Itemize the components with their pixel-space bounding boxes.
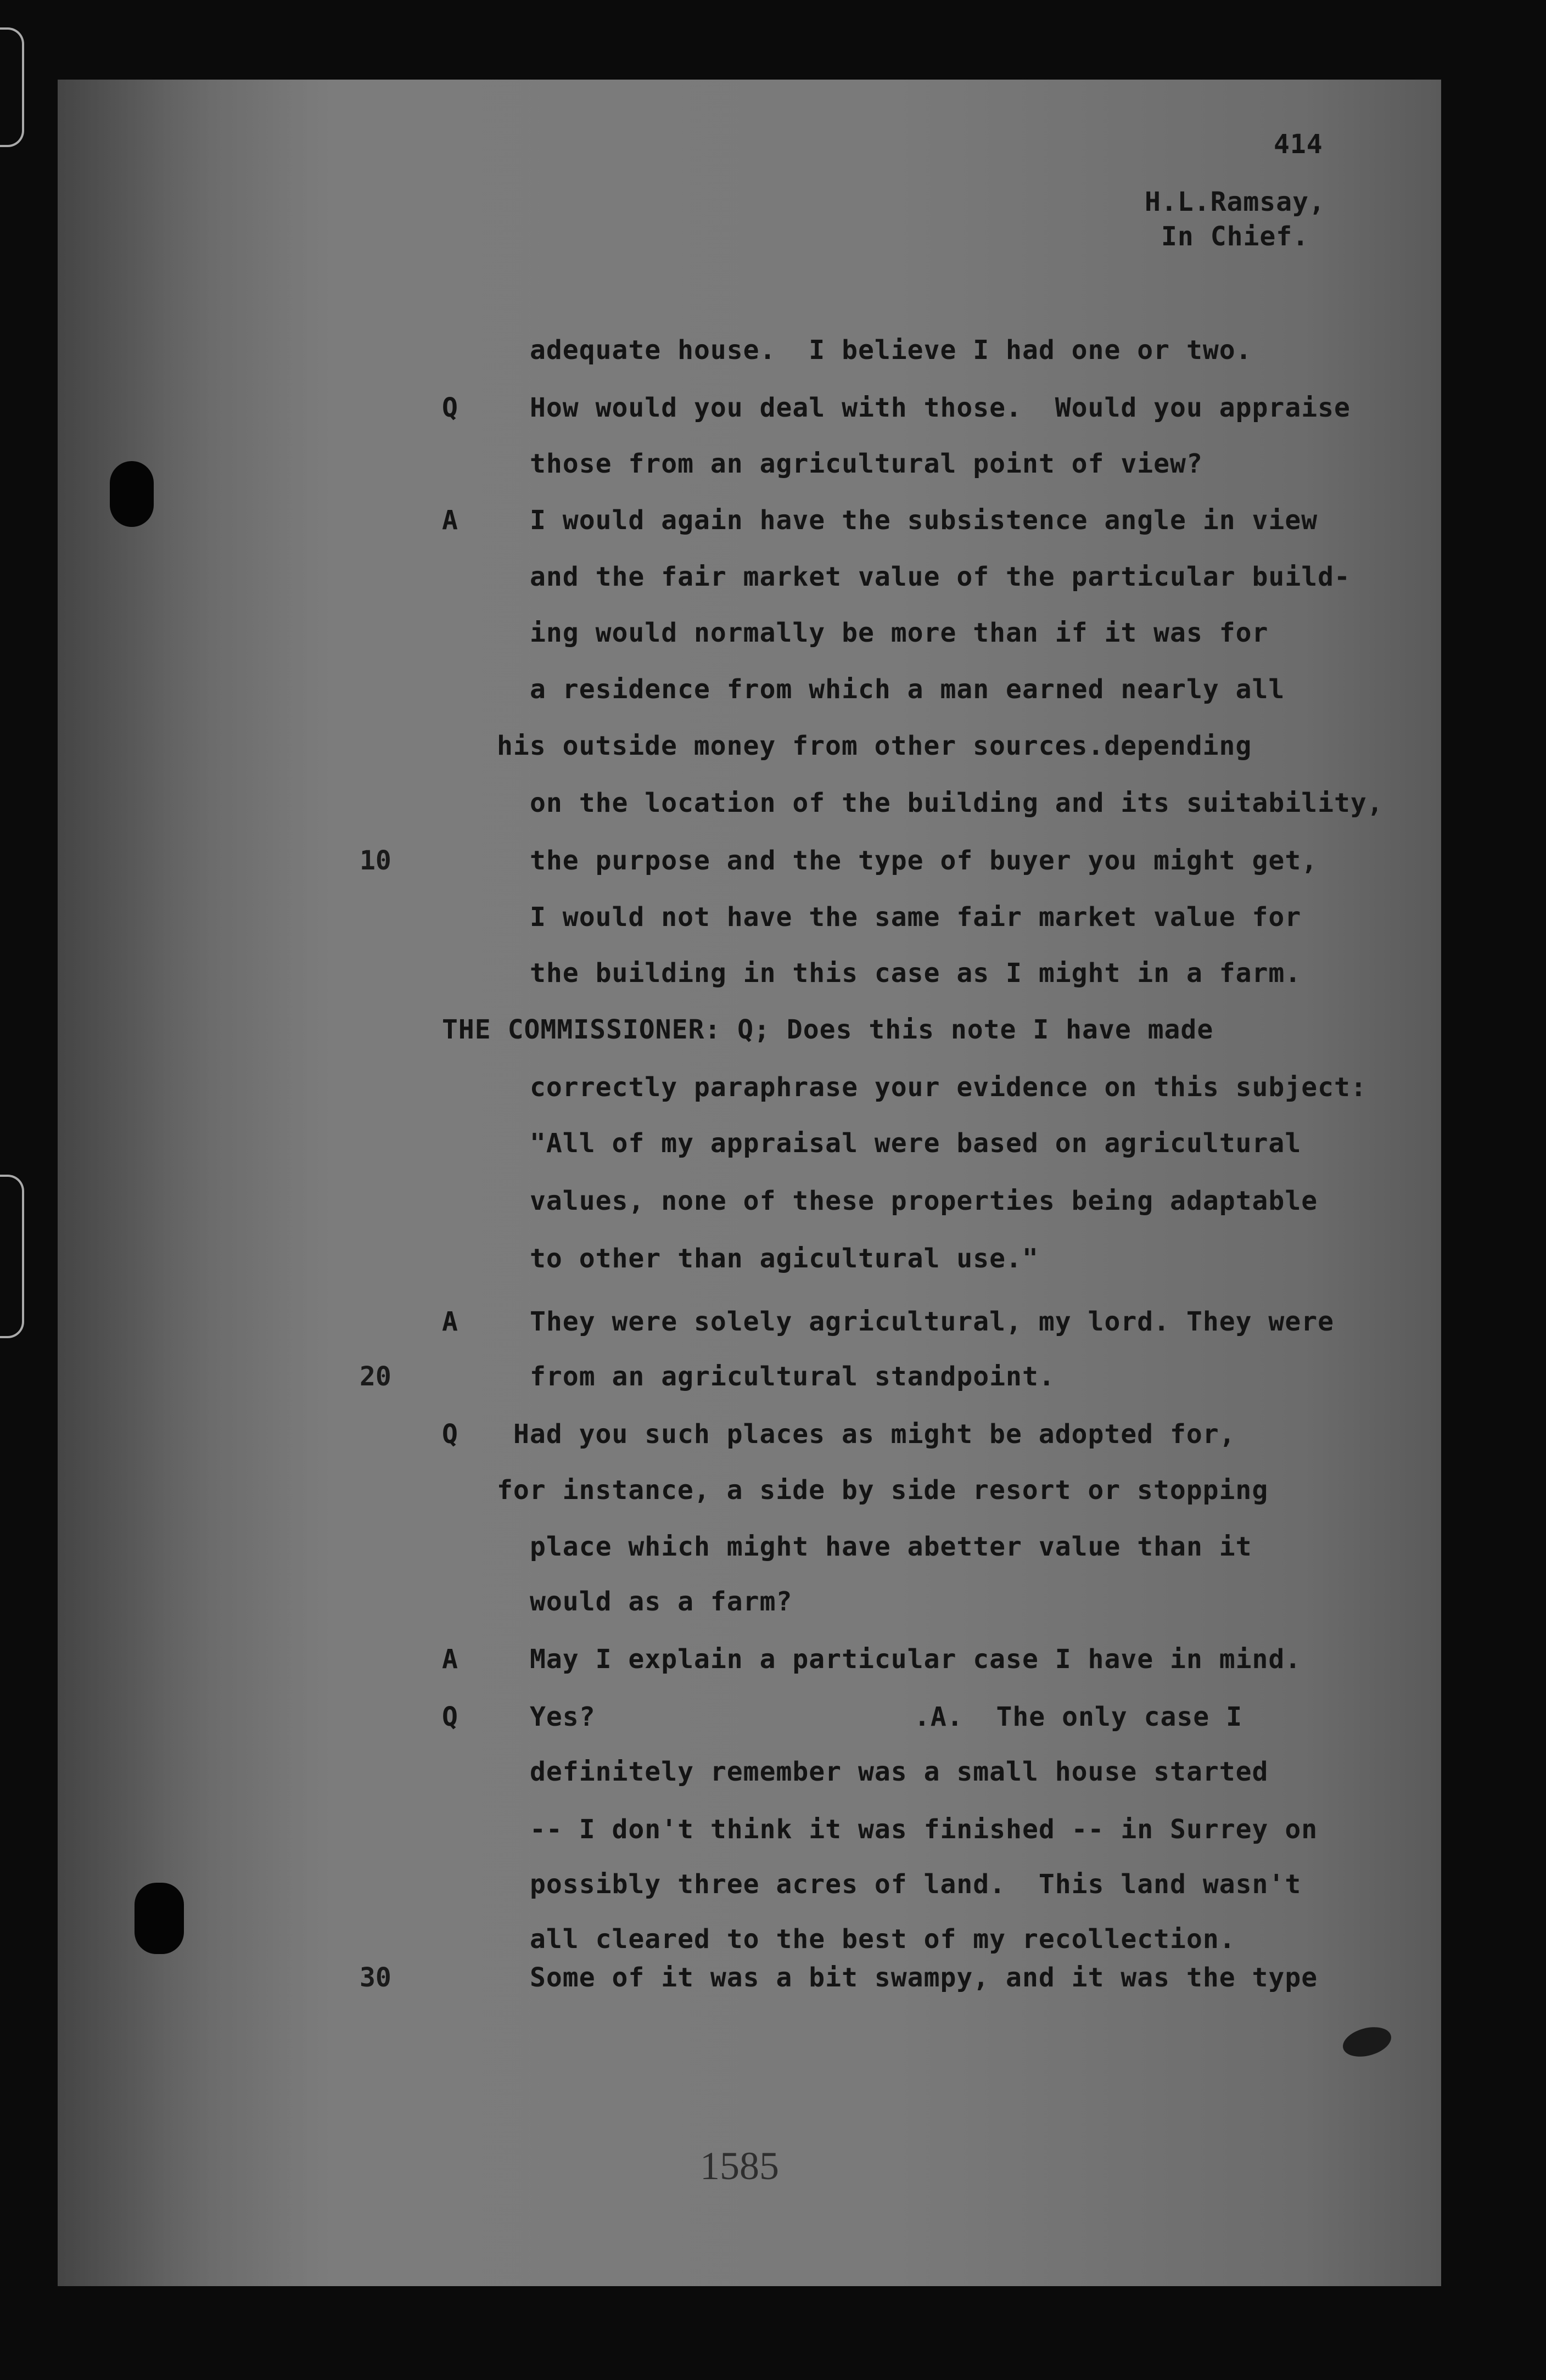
answer-marker: A [442, 505, 458, 536]
page-edge-shadow [58, 80, 316, 2286]
transcript-line: values, none of these properties being adaptable [530, 1186, 1318, 1216]
transcript-line: for instance, a side by side resort or stopping [497, 1475, 1269, 1506]
binder-clip-middle [0, 1175, 24, 1338]
transcript-line: May I explain a particular case I have in mind. [530, 1644, 1302, 1675]
witness-name: H.L.Ramsay, [1145, 187, 1325, 217]
transcript-line: the building in this case as I might in a farm. [530, 958, 1302, 989]
transcript-line: a residence from which a man earned nearly all [530, 674, 1285, 705]
document-page [58, 80, 1441, 2286]
transcript-line: .A. The only case I [914, 1702, 1242, 1732]
transcript-line: all cleared to the best of my recollection. [530, 1924, 1236, 1955]
transcript-line: "All of my appraisal were based on agricultural [530, 1128, 1302, 1159]
binder-clip-top [0, 27, 24, 147]
transcript-line: would as a farm? [530, 1586, 793, 1617]
transcript-line: Had you such places as might be adopted for, [513, 1419, 1236, 1450]
transcript-line: Some of it was a bit swampy, and it was the type [530, 1962, 1318, 1993]
punch-hole-top [110, 461, 154, 527]
punch-hole-bottom [135, 1883, 184, 1954]
question-marker: Q [442, 1419, 458, 1450]
line-number-30: 30 [360, 1962, 391, 1993]
transcript-line: on the location of the building and its suitability, [530, 788, 1383, 818]
transcript-line: definitely remember was a small house started [530, 1756, 1269, 1787]
transcript-line: THE COMMISSIONER: Q; Does this note I have made [442, 1014, 1214, 1045]
answer-marker: A [442, 1306, 458, 1337]
transcript-line: They were solely agricultural, my lord. They were [530, 1306, 1335, 1337]
answer-marker: A [442, 1644, 458, 1675]
witness-examination: In Chief. [1161, 221, 1309, 252]
ink-smudge [1340, 2022, 1394, 2062]
transcript-line: I would not have the same fair market value for [530, 902, 1302, 933]
transcript-line: -- I don't think it was finished -- in Surrey on [530, 1814, 1318, 1845]
transcript-line: his outside money from other sources.depending [497, 731, 1252, 761]
transcript-line: and the fair market value of the particular build- [530, 562, 1351, 592]
transcript-line: How would you deal with those. Would you appraise [530, 392, 1351, 423]
transcript-line: those from an agricultural point of view? [530, 448, 1203, 479]
question-marker: Q [442, 1702, 458, 1732]
transcript-line: from an agricultural standpoint. [530, 1361, 1055, 1392]
transcript-line: the purpose and the type of buyer you might get, [530, 845, 1318, 876]
transcript-line: possibly three acres of land. This land wasn't [530, 1869, 1302, 1900]
transcript-line: adequate house. I believe I had one or two. [530, 335, 1252, 366]
line-number-10: 10 [360, 845, 391, 876]
transcript-line: Yes? [530, 1702, 596, 1732]
transcript-line: place which might have abetter value than it [530, 1531, 1252, 1562]
transcript-line: I would again have the subsistence angle in view [530, 505, 1318, 536]
question-marker: Q [442, 392, 458, 423]
transcript-line: correctly paraphrase your evidence on this subject: [530, 1072, 1367, 1103]
transcript-line: ing would normally be more than if it was for [530, 618, 1269, 648]
transcript-line: to other than agicultural use." [530, 1243, 1039, 1274]
line-number-20: 20 [360, 1361, 391, 1392]
archive-page-number: 1585 [700, 2144, 779, 2188]
page-number: 414 [1274, 129, 1323, 160]
